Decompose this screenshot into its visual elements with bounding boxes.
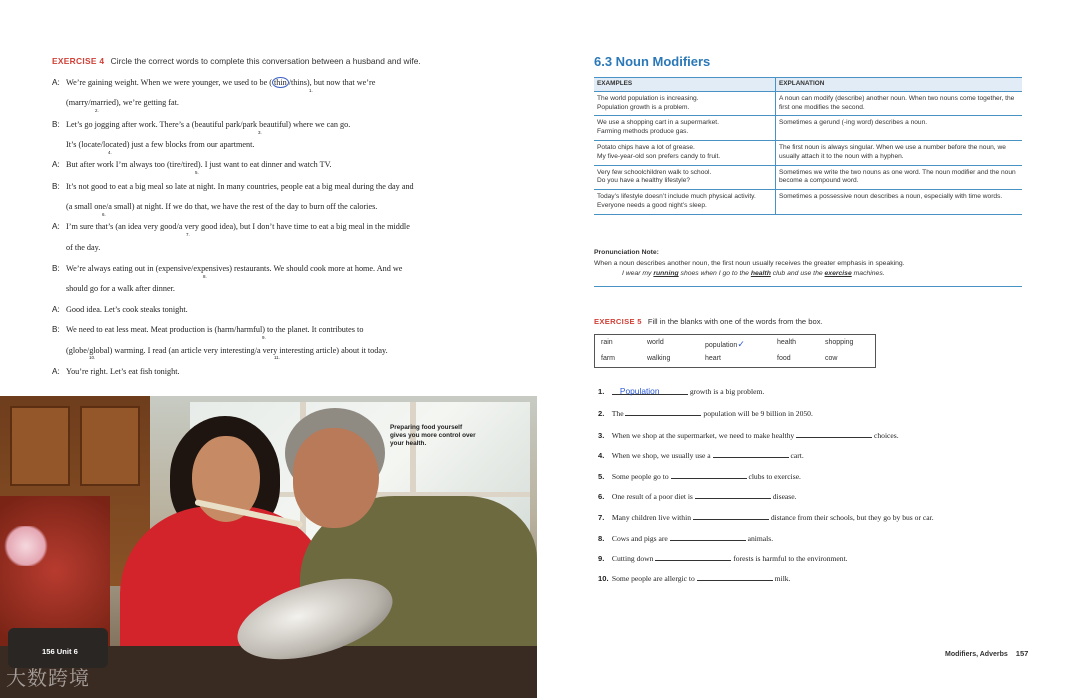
dialogue-continuation: (marry/married), we’re getting fat. xyxy=(66,98,179,107)
example-part: machines. xyxy=(851,270,885,277)
dialogue-continuation: should go for a walk after dinner. xyxy=(66,284,175,293)
question-text: Some people go to xyxy=(611,472,669,481)
question-text: population will be 9 billion in 2050. xyxy=(703,409,813,418)
word-box-item: food xyxy=(777,355,791,362)
example-line: Population growth is a problem. xyxy=(597,103,690,111)
speaker: A: xyxy=(52,222,60,231)
answer-blank[interactable] xyxy=(713,449,789,458)
question-item xyxy=(598,407,813,418)
grammar-row xyxy=(594,92,1022,117)
answer-blank[interactable] xyxy=(695,490,771,499)
question-text: animals. xyxy=(747,534,774,543)
item-number: 3. xyxy=(258,130,262,135)
speaker: B: xyxy=(52,182,60,191)
question-text: When we shop, we usually use a xyxy=(611,451,711,460)
chapter-name: Modifiers, Adverbs xyxy=(945,651,1008,658)
answer-blank[interactable] xyxy=(671,470,747,479)
pronunciation-text: When a noun describes another noun, the first noun usually receives the greater emphasis in speaking. xyxy=(594,259,905,267)
photo-caption: Preparing food yourself gives you more control over your health. xyxy=(390,424,476,447)
example-line: Today’s lifestyle doesn’t include much physical activity. xyxy=(597,193,756,201)
dialogue-continuation: It’s (locate/located) just a few blocks from our apartment. xyxy=(66,140,255,149)
example-line: Do you have a healthy lifestyle? xyxy=(597,177,691,185)
examples-cell xyxy=(594,92,776,116)
right-page xyxy=(540,0,1080,698)
check-icon: ✓ xyxy=(737,339,745,349)
answer-blank[interactable] xyxy=(670,532,746,541)
item-number: 2. xyxy=(95,108,99,113)
word-box-item: shopping xyxy=(825,339,854,346)
item-number: 5. xyxy=(195,170,199,175)
question-text: cart. xyxy=(790,451,804,460)
man-figure xyxy=(293,428,379,528)
answer-blank[interactable] xyxy=(693,511,769,520)
example-part: I wear my xyxy=(622,270,654,277)
question-item xyxy=(598,490,797,501)
question-item xyxy=(598,532,773,543)
question-item xyxy=(598,470,801,481)
dialogue-text: Good idea. Let’s cook steaks tonight. xyxy=(66,305,188,314)
explanation-cell: The first noun is always singular. When we use a number before the noun, we usually attach it to the noun with a hyphen. xyxy=(779,143,1006,160)
grammar-row xyxy=(594,116,1022,141)
exercise4-label: EXERCISE 4 xyxy=(52,56,105,66)
exercise4-heading xyxy=(52,56,421,66)
question-number: 6. xyxy=(598,492,605,501)
example-line: Farming methods produce gas. xyxy=(597,128,689,136)
dialogue-text: You’re right. Let’s eat fish tonight. xyxy=(66,367,180,376)
speaker: B: xyxy=(52,325,60,334)
dialogue-continuation: (a small one/a small) at night. If we do that, we have the rest of the day to burn off the calories. xyxy=(66,202,378,211)
item-number: 11. xyxy=(274,355,280,360)
question-text: Some people are allergic to xyxy=(611,574,695,583)
word-box-item: rain xyxy=(601,339,613,346)
question-item xyxy=(598,449,804,460)
stressed-word: health xyxy=(750,270,771,277)
question-number: 3. xyxy=(598,431,605,440)
dialogue-continuation: (globe/global) warming. I read (an article very interesting/a very interesting article) about it today. xyxy=(66,346,388,355)
question-text: Many children live within xyxy=(611,513,691,522)
question-text: growth is a big problem. xyxy=(689,387,765,396)
answer-blank[interactable] xyxy=(796,429,872,438)
answer-blank[interactable] xyxy=(625,407,701,416)
speaker: B: xyxy=(52,120,60,129)
question-text: Cows and pigs are xyxy=(611,534,668,543)
question-number: 8. xyxy=(598,534,605,543)
question-number: 7. xyxy=(598,513,605,522)
dialogue-text: We need to eat less meat. Meat production is (harm/harmful) to the planet. It contributes to xyxy=(66,325,364,334)
example-line: Potato chips have a lot of grease. xyxy=(597,143,695,151)
exercise5-heading xyxy=(594,317,823,326)
question-text: disease. xyxy=(772,492,797,501)
speaker: A: xyxy=(52,367,60,376)
pronunciation-example xyxy=(594,269,1022,280)
item-number: 6. xyxy=(102,212,106,217)
speaker: A: xyxy=(52,78,60,87)
speaker: A: xyxy=(52,160,60,169)
dialogue-text: But after work I’m always too (tire/tired). I just want to eat dinner and watch TV. xyxy=(66,160,332,169)
item-number: 4. xyxy=(108,150,112,155)
answer-blank[interactable] xyxy=(655,552,731,561)
answer-blank[interactable] xyxy=(612,386,688,395)
question-number: 10. xyxy=(598,574,609,583)
examples-cell xyxy=(594,190,776,214)
dialogue-text: It’s not good to eat a big meal so late at night. In many countries, people eat a big meal during the day and xyxy=(66,182,414,191)
question-text: choices. xyxy=(873,431,899,440)
grammar-row xyxy=(594,141,1022,166)
grammar-chart xyxy=(594,77,1022,215)
question-text: The xyxy=(611,409,624,418)
example-line: The world population is increasing. xyxy=(597,94,699,102)
grammar-row xyxy=(594,166,1022,191)
word-box-item: population✓ xyxy=(705,339,745,349)
question-item xyxy=(598,552,848,563)
stressed-word: exercise xyxy=(824,270,852,277)
examples-cell xyxy=(594,166,776,190)
speaker: B: xyxy=(52,264,60,273)
question-number: 2. xyxy=(598,409,605,418)
handwritten-answer: Population xyxy=(619,386,660,396)
pronunciation-note xyxy=(594,248,1022,287)
stressed-word: running xyxy=(653,270,679,277)
word-box-item: walking xyxy=(647,355,671,362)
example-line: Everyone needs a good night’s sleep. xyxy=(597,201,707,209)
question-text: forests is harmful to the environment. xyxy=(733,554,848,563)
cooking-photo xyxy=(0,396,537,698)
right-folio xyxy=(945,649,1028,658)
grammar-row xyxy=(594,190,1022,214)
word-box-item: health xyxy=(777,339,797,346)
question-item xyxy=(598,572,791,583)
explanation-cell: Sometimes a gerund (-ing word) describes a noun. xyxy=(779,119,928,127)
question-number: 4. xyxy=(598,451,605,460)
exercise5-instruction: Fill in the blanks with one of the words from the box. xyxy=(647,317,823,326)
dialogue-text: I’m sure that’s (an idea very good/a very good idea), but I don’t have time to eat a big meal in the middle xyxy=(66,222,410,231)
question-text: clubs to exercise. xyxy=(748,472,801,481)
speaker: A: xyxy=(52,305,60,314)
item-number: 1. xyxy=(309,88,313,93)
question-number: 1. xyxy=(598,387,605,396)
dialogue-text: We’re always eating out in (expensive/expensives) restaurants. We should cook more at home. And we xyxy=(66,264,403,273)
question-number: 9. xyxy=(598,554,605,563)
answer-blank[interactable] xyxy=(697,572,773,581)
word-box-item: farm xyxy=(601,355,615,362)
word-box xyxy=(594,334,876,368)
example-line: Very few schoolchildren walk to school. xyxy=(597,168,712,176)
item-number: 8. xyxy=(203,274,207,279)
question-text: When we shop at the supermarket, we need to make healthy xyxy=(611,431,795,440)
flower xyxy=(2,526,50,566)
question-text: One result of a poor diet is xyxy=(611,492,693,501)
pronunciation-title: Pronunciation Note: xyxy=(594,249,659,256)
section-title: 6.3 Noun Modifiers xyxy=(594,54,711,69)
dialogue-text: Let’s go jogging after work. There’s a (beautiful park/park beautiful) where we can go. xyxy=(66,120,351,129)
examples-cell xyxy=(594,141,776,165)
exercise5-label: EXERCISE 5 xyxy=(594,317,642,326)
circled-answer: thin xyxy=(273,78,287,87)
example-line: We use a shopping cart in a supermarket. xyxy=(597,119,719,127)
grammar-header-row xyxy=(594,78,1022,92)
example-part: shoes when I go to the xyxy=(678,270,751,277)
question-text: distance from their schools, but they go by bus or car. xyxy=(770,513,934,522)
explanation-cell: A noun can modify (describe) another noun. When two nouns come together, the first one modifies the second. xyxy=(779,94,1015,111)
example-part: club and use the xyxy=(770,270,825,277)
question-text: Cutting down xyxy=(611,554,654,563)
exercise4-instruction: Circle the correct words to complete this conversation between a husband and wife. xyxy=(110,56,421,66)
header-explanation: EXPLANATION xyxy=(779,80,825,87)
question-number: 5. xyxy=(598,472,605,481)
word-box-item: cow xyxy=(825,355,838,362)
watermark: 大数跨境 xyxy=(6,668,90,690)
dialogue-text: We’re gaining weight. When we were younger, we used to be ( thin /thins), but now that we’re xyxy=(66,78,376,87)
item-number: 10. xyxy=(89,355,96,360)
question-text: milk. xyxy=(774,574,791,583)
examples-cell xyxy=(594,116,776,140)
example-line: My five-year-old son prefers candy to fruit. xyxy=(597,152,721,160)
word-box-item: heart xyxy=(705,355,721,362)
question-item xyxy=(598,511,934,522)
question-item xyxy=(598,429,899,440)
page-number: 157 xyxy=(1015,649,1029,658)
dialogue-continuation: of the day. xyxy=(66,243,101,252)
item-number: 7. xyxy=(186,232,190,237)
word-box-item: world xyxy=(647,339,664,346)
item-number: 9. xyxy=(262,335,266,340)
explanation-cell: Sometimes a possessive noun describes a noun, especially with time words. xyxy=(779,193,1003,201)
header-examples: EXAMPLES xyxy=(594,78,776,91)
question-item xyxy=(598,386,764,396)
left-folio: 156 Unit 6 xyxy=(42,647,78,656)
explanation-cell: Sometimes we write the two nouns as one word. The noun modifier and the noun become a compound word. xyxy=(779,168,1016,185)
